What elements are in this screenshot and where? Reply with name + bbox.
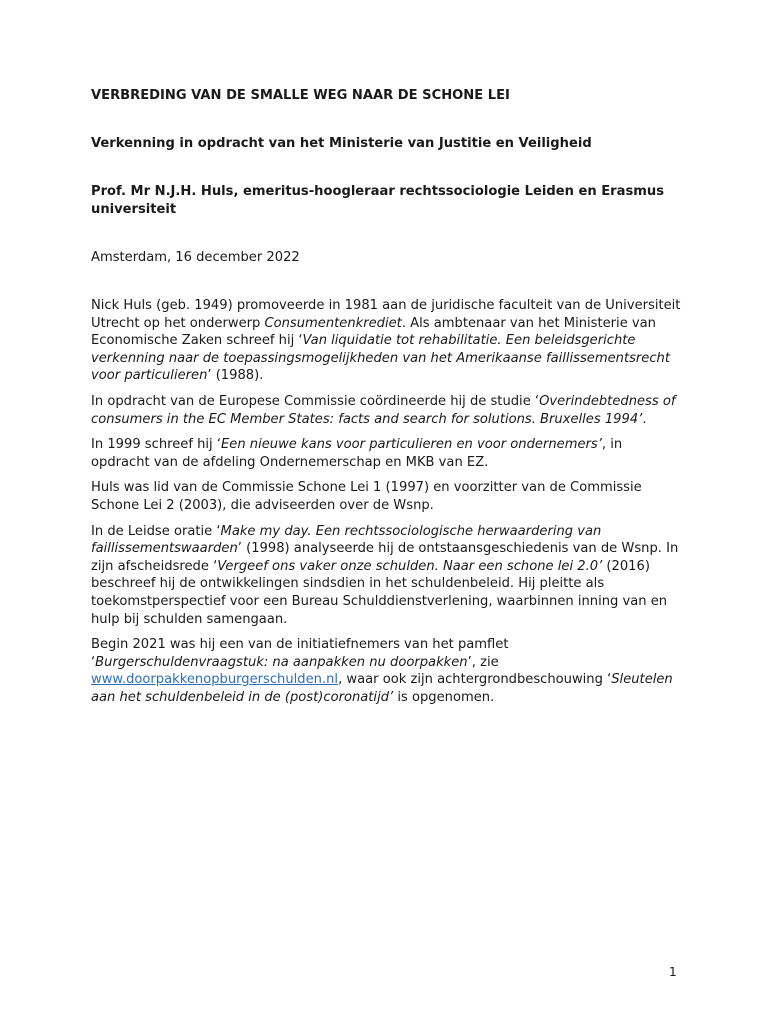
bio-text: Begin 2021 was hij een van de initiatiefnemers van het pamflet ‘ <box>91 637 509 670</box>
bio-paragraph-6 <box>91 636 681 706</box>
bio-text: , in opdracht van de afdeling Ondernemerschap en MKB van EZ. <box>91 437 623 470</box>
bio-italic-text: Een nieuwe kans voor particulieren en voor ondernemers’ <box>221 437 602 453</box>
bio-text: ’, zie <box>467 654 499 670</box>
author-line: Prof. Mr N.J.H. Huls, emeritus-hoogleraar rechtssociologie Leiden en Erasmus universiteit <box>91 184 665 217</box>
page-number: 1 <box>669 965 677 979</box>
bio-paragraph-3 <box>91 436 681 471</box>
bio-text: (2016) beschreef hij de ontwikkelingen sindsdien in het schuldenbeleid. Hij pleitte als toekomstperspectief voor een Bureau Schulddienstverlening, waarbinnen inning van en hulp bij schulden samengaan. <box>91 558 668 627</box>
bio-paragraph-2 <box>91 393 681 428</box>
bio-text: In opdracht van de Europese Commissie coördineerde hij de studie ‘ <box>91 393 540 409</box>
bio-text: ’ (1998) analyseerde hij de ontstaansgeschiedenis van de Wsnp. In zijn afscheidsrede ‘ <box>91 541 679 574</box>
bio-text: , waar ook zijn achtergrondbeschouwing ‘ <box>338 672 612 688</box>
bio-text: In de Leidse oratie ‘ <box>91 523 221 539</box>
bio-italic-text: Burgerschuldenvraagstuk: na aanpakken nu doorpakken <box>95 654 468 670</box>
bio-italic-text: Make my day. Een rechtssociologische herwaardering van faillissementswaarden <box>91 523 602 557</box>
bio-paragraph-5 <box>91 523 681 629</box>
bio-text: Nick Huls (geb. 1949) promoveerde in 1981 aan de juridische faculteit van de Universiteit Utrecht op het onderwerp <box>91 298 681 331</box>
bio-italic-text: Consumentenkrediet <box>264 315 402 331</box>
bio-paragraph-4: Huls was lid van de Commissie Schone Lei 1 (1997) en voorzitter van de Commissie Schone Lei 2 (2003), die adviseerden over de Wsnp. <box>91 480 642 513</box>
document-subtitle: Verkenning in opdracht van het Ministerie van Justitie en Veiligheid <box>91 136 592 151</box>
website-link[interactable]: www.doorpakkenopburgerschulden.nl <box>91 672 339 688</box>
bio-text: . <box>642 411 647 427</box>
bio-italic-text: Van liquidatie tot rehabilitatie. Een beleidsgerichte verkenning naar de toepassingsmogelijkheden van het Amerikaanse faillissementsrecht voor particulieren <box>91 333 670 384</box>
document-title: VERBREDING VAN DE SMALLE WEG NAAR DE SCHONE LEI <box>91 88 510 103</box>
bio-italic-text: Sleutelen aan het schuldenbeleid in de (post)coronatijd’ <box>91 672 673 705</box>
bio-text: . Als ambtenaar van het Ministerie van Economische Zaken schreef hij ‘ <box>91 315 656 349</box>
bio-text: ’ (1988). <box>207 368 264 384</box>
biography <box>91 297 681 706</box>
bio-paragraph-1 <box>91 297 681 385</box>
bio-italic-text: Overindebtedness of consumers in the EC Member States: facts and search for solutions. Bruxelles 1994’ <box>91 393 676 427</box>
bio-text: is opgenomen. <box>393 689 495 705</box>
place-date: Amsterdam, 16 december 2022 <box>91 250 300 265</box>
bio-italic-text: Vergeef ons vaker onze schulden. Naar een schone lei 2.0’ <box>217 558 603 574</box>
bio-text: In 1999 schreef hij ‘ <box>91 437 222 453</box>
